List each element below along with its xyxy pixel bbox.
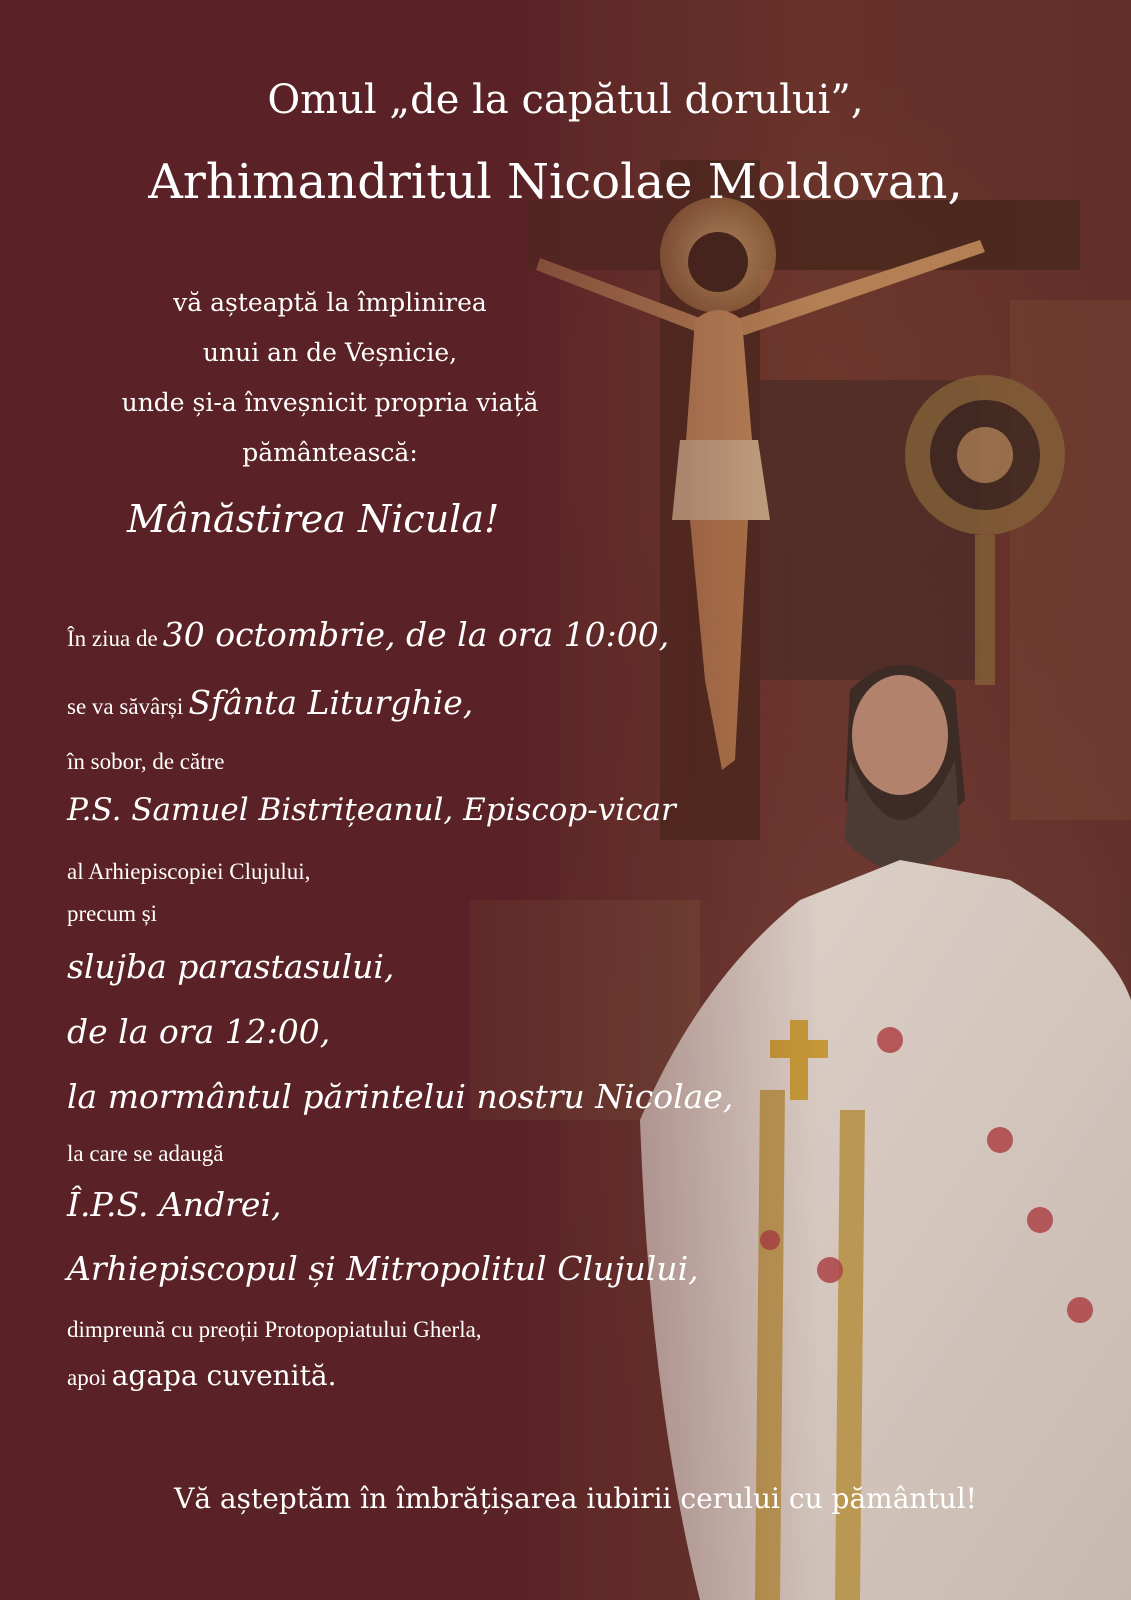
liturgy-prefix: se va săvârși — [67, 694, 184, 719]
date-prefix: În ziua de — [67, 626, 158, 651]
intro-line-3: unde și-a înveșnicit propria viață — [121, 388, 539, 417]
bishop-line: P.S. Samuel Bistrițeanul, Episcop-vicar — [67, 792, 676, 828]
date-value: 30 octombrie, de la ora 10:00, — [162, 615, 670, 654]
metropolitan-name-line: Î.P.S. Andrei, — [67, 1185, 282, 1224]
header-line-1: Omul „de la capătul dorului”, — [267, 77, 864, 123]
header-line-2: Arhimandritul Nicolae Moldovan, — [148, 154, 963, 210]
intro-line-1: vă așteaptă la împlinirea — [173, 288, 487, 317]
service-line: slujba parastasului, — [67, 947, 395, 986]
as-well-line: precum și — [67, 901, 158, 926]
agapa-value: agapa cuvenită. — [111, 1359, 337, 1392]
monastery-name: Mânăstirea Nicula! — [127, 497, 500, 541]
agapa-prefix: apoi — [67, 1365, 107, 1390]
date-line — [67, 615, 670, 654]
archdiocese-line: al Arhiepiscopiei Clujului, — [67, 859, 311, 884]
added-line: la care se adaugă — [67, 1141, 224, 1166]
intro-line-4: pământească: — [242, 438, 418, 467]
service-time-line: de la ora 12:00, — [67, 1012, 331, 1051]
sobor-line: în sobor, de către — [67, 749, 225, 774]
intro-line-2: unui an de Veșnicie, — [202, 338, 458, 367]
priests-line: dimpreună cu preoții Protopopiatului Gherla, — [67, 1317, 482, 1342]
closing-line: Vă așteptăm în îmbrățișarea iubirii cerului cu pământul! — [174, 1482, 977, 1515]
agapa-line — [67, 1359, 337, 1392]
metropolitan-title-line: Arhiepiscopul și Mitropolitul Clujului, — [67, 1249, 699, 1288]
liturgy-line — [67, 683, 474, 722]
liturgy-value: Sfânta Liturghie, — [188, 683, 474, 722]
grave-line: la mormântul părintelui nostru Nicolae, — [67, 1077, 734, 1116]
